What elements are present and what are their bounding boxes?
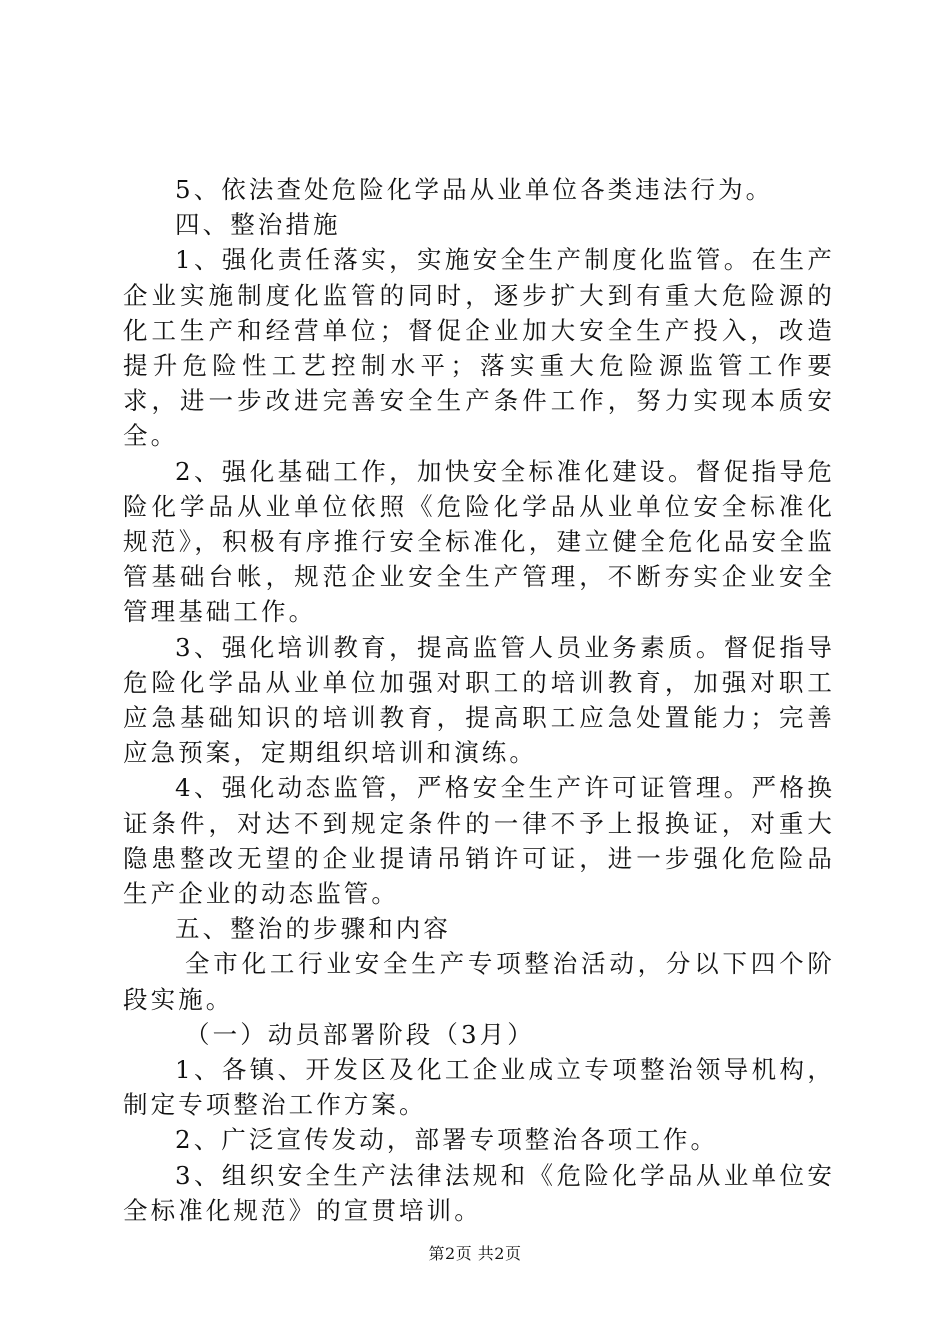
phase-item-1: 1、各镇、开发区及化工企业成立专项整治领导机构，制定专项整治工作方案。: [123, 1055, 835, 1120]
phase-item-2: 2、广泛宣传发动，部署专项整治各项工作。: [175, 1125, 719, 1155]
steps-intro-paragraph: 全市化工行业安全生产专项整治活动，分以下四个阶段实施。: [123, 949, 835, 1014]
section-heading-measures: 四、整治措施: [175, 210, 341, 240]
page-number-footer: 第2页 共2页: [428, 1244, 522, 1263]
section-heading-steps: 五、整治的步骤和内容: [175, 914, 451, 944]
phase-item-3: 3、组织安全生产法律法规和《危险化学品从业单位安全标准化规范》的宣贯培训。: [123, 1160, 835, 1225]
document-body: [123, 172, 835, 1228]
measure-paragraph-2: 2、强化基础工作，加快安全标准化建设。督促指导危险化学品从业单位依照《危险化学品从业单位安全标准化规范》，积极有序推行安全标准化，建立健全危化品安全监管基础台帐，规范企业安全生产管理，不断夯实企业安全管理基础工作。: [123, 456, 835, 627]
measure-paragraph-3: 3、强化培训教育，提高监管人员业务素质。督促指导危险化学品从业单位加强对职工的培训教育，加强对职工应急基础知识的培训教育，提高职工应急处置能力；完善应急预案，定期组织培训和演练。: [123, 632, 835, 768]
measure-paragraph-4: 4、强化动态监管，严格安全生产许可证管理。严格换证条件，对达不到规定条件的一律不予上报换证，对重大隐患整改无望的企业提请吊销许可证，进一步强化危险品生产企业的动态监管。: [123, 773, 835, 909]
measure-paragraph-1: 1、强化责任落实，实施安全生产制度化监管。在生产企业实施制度化监管的同时，逐步扩大到有重大危险源的化工生产和经营单位；督促企业加大安全生产投入，改造提升危险性工艺控制水平；落实重大危险源监管工作要求，进一步改进完善安全生产条件工作，努力实现本质安全。: [123, 245, 835, 451]
phase-heading-mobilization: （一）动员部署阶段（3月）: [185, 1019, 535, 1049]
paragraph-item-5: 5、依法查处危险化学品从业单位各类违法行为。: [175, 175, 774, 204]
